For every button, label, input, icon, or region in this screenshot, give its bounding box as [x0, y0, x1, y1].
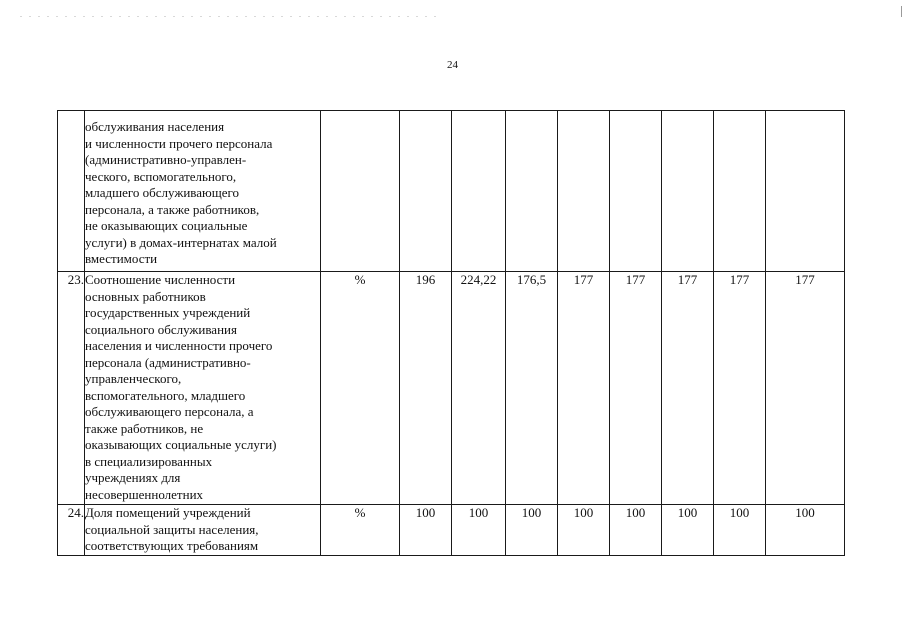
table-row-24: [58, 505, 845, 556]
row-description: обслуживания населения и численности прочего персонала (административно-управлен- ческого, вспомогательного, младшего обслуживающего персонала, а также работников, не оказывающих социальные услуги) в домах-интернатах малой вместимости: [85, 111, 321, 272]
row-unit: %: [321, 505, 400, 556]
row-unit: [321, 111, 400, 272]
row-number: 23.: [58, 272, 85, 505]
row-value: 177: [558, 272, 610, 505]
indicators-table: [57, 110, 845, 556]
page-number: 24: [447, 59, 458, 71]
row-unit: %: [321, 272, 400, 505]
row-value: [506, 111, 558, 272]
row-value: [662, 111, 714, 272]
row-value: [558, 111, 610, 272]
row-value: 176,5: [506, 272, 558, 505]
row-description: Доля помещений учреждений социальной защиты населения, соответствующих требованиям: [85, 505, 321, 556]
row-number: 24.: [58, 505, 85, 556]
row-value: [714, 111, 766, 272]
row-value: 177: [662, 272, 714, 505]
table-row-23: [58, 272, 845, 505]
row-value: [610, 111, 662, 272]
row-value: [400, 111, 452, 272]
row-value: 100: [662, 505, 714, 556]
row-value: 177: [610, 272, 662, 505]
row-value: 100: [610, 505, 662, 556]
row-value: [766, 111, 845, 272]
row-value: 100: [714, 505, 766, 556]
row-value: 100: [558, 505, 610, 556]
row-value: 224,22: [452, 272, 506, 505]
row-value: 100: [766, 505, 845, 556]
row-value: 196: [400, 272, 452, 505]
table-row-continuation: [58, 111, 845, 272]
row-description: Соотношение численности основных работников государственных учреждений социального обслуживания населения и численности прочего персонала (административно- управленческого, вспомогательного, младшего обслуживающего персонала, а также работников, не оказывающих социальные услуги) в специализированных учреждениях для несовершеннолетних: [85, 272, 321, 505]
row-value: 100: [452, 505, 506, 556]
row-number: [58, 111, 85, 272]
row-value: 177: [714, 272, 766, 505]
scan-artifact-dots: [20, 16, 440, 17]
scan-artifact-mark: [901, 6, 902, 17]
row-value: 177: [766, 272, 845, 505]
row-value: 100: [506, 505, 558, 556]
row-value: [452, 111, 506, 272]
row-value: 100: [400, 505, 452, 556]
